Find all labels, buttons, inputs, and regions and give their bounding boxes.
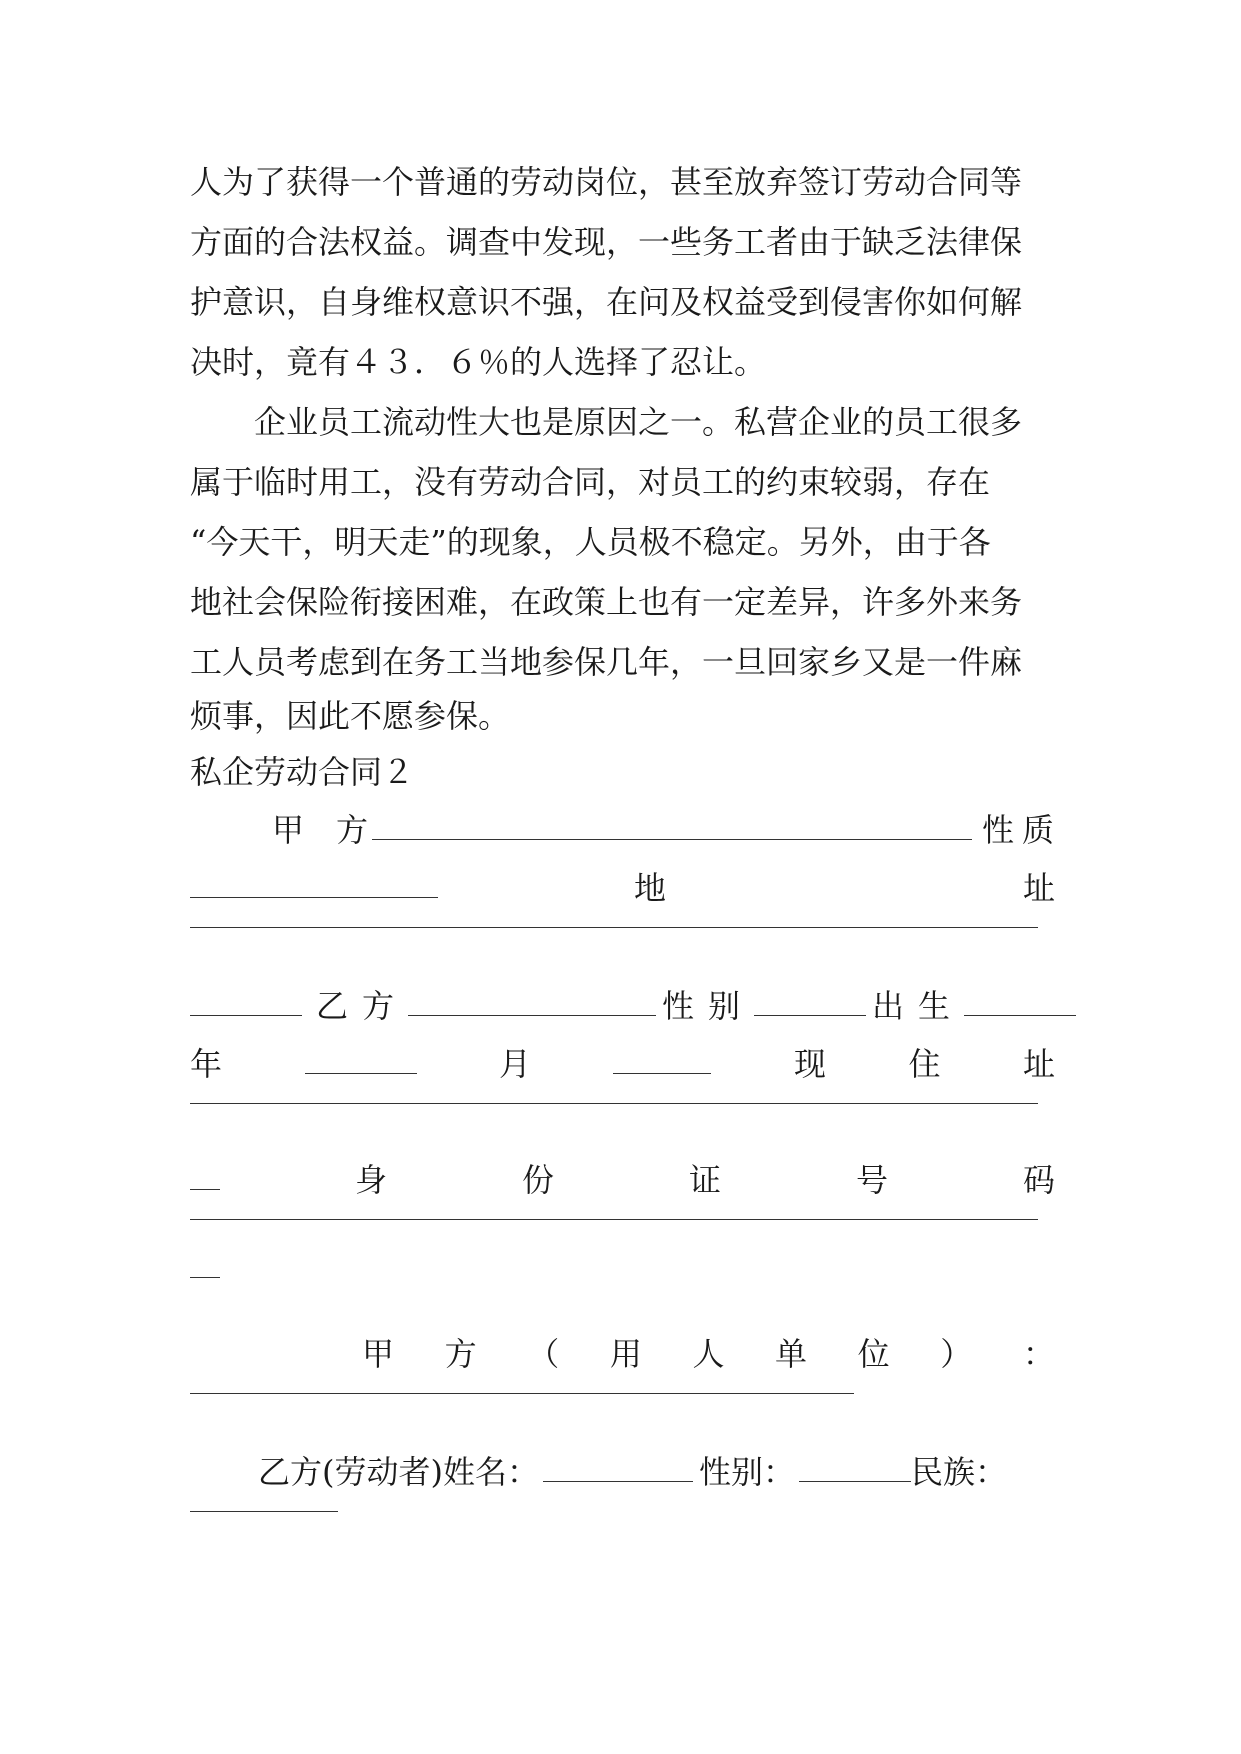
worker-gender-label: 性别： xyxy=(698,1453,795,1491)
party-a-label: 甲 方 xyxy=(272,811,369,849)
form-line-worker xyxy=(258,1452,1055,1492)
id-number-blank-end[interactable] xyxy=(190,1276,220,1278)
text-line: 人为了获得一个普通的劳动岗位，甚至放弃签订劳动合同等 xyxy=(190,163,1023,201)
paragraph-line xyxy=(190,696,1055,736)
id-char: 份 xyxy=(521,1161,554,1199)
form-line-id xyxy=(190,1160,1055,1200)
id-char: 号 xyxy=(855,1161,888,1199)
text-line: 方面的合法权益。调查中发现，一些务工者由于缺乏法律保 xyxy=(190,223,1023,261)
section-title: 私企劳动合同２ xyxy=(190,753,415,791)
text-line: “今天干，明天走”的现象，人员极不稳定。另外，由于各 xyxy=(190,523,991,561)
employer-char: 方 xyxy=(444,1335,477,1373)
birth-blank[interactable] xyxy=(964,1014,1076,1016)
paragraph-line xyxy=(190,222,1055,262)
form-line-id-blank-end xyxy=(190,1276,1055,1288)
current-char-1: 现 xyxy=(793,1045,826,1083)
current-char-3: 址 xyxy=(1022,1045,1055,1083)
paragraph-line xyxy=(190,162,1055,202)
form-line-year-month xyxy=(190,1044,1055,1084)
form-line-current-blank xyxy=(190,1102,1055,1114)
paragraph-line xyxy=(190,342,1055,382)
form-line-address-blank xyxy=(190,926,1055,938)
text-line: 护意识，自身维权意识不强，在问及权益受到侵害你如何解 xyxy=(190,283,1023,321)
gender-label: 性别 xyxy=(662,987,755,1025)
employer-char: 位 xyxy=(857,1335,890,1373)
employer-char: ： xyxy=(1022,1335,1055,1373)
worker-gender-blank[interactable] xyxy=(799,1480,911,1482)
address-blank[interactable] xyxy=(190,926,1038,928)
address-char-2: 址 xyxy=(1022,869,1055,907)
employer-char: 单 xyxy=(775,1335,808,1373)
form-line-address xyxy=(190,868,1055,908)
employer-blank[interactable] xyxy=(190,1392,854,1394)
nature-blank[interactable] xyxy=(190,896,438,898)
employer-char: ） xyxy=(940,1335,973,1373)
gender-blank[interactable] xyxy=(754,1014,866,1016)
id-number-blank[interactable] xyxy=(190,1218,1038,1220)
form-line-party-a xyxy=(190,810,1063,850)
worker-name-blank[interactable] xyxy=(543,1480,693,1482)
paragraph-line xyxy=(190,582,1055,622)
address-blank-end[interactable] xyxy=(190,1014,302,1016)
id-char: 证 xyxy=(688,1161,721,1199)
current-address-blank[interactable] xyxy=(190,1102,1038,1104)
text-line: 烦事，因此不愿参保。 xyxy=(190,697,511,735)
current-char-2: 住 xyxy=(908,1045,941,1083)
paragraph-line xyxy=(190,522,1055,562)
current-address-blank-end[interactable] xyxy=(190,1188,220,1190)
birth-label: 出生 xyxy=(872,987,965,1025)
month-blank[interactable] xyxy=(613,1072,711,1074)
address-char-1: 地 xyxy=(634,869,667,907)
form-line-ethnicity-blank xyxy=(190,1510,1055,1522)
party-a-blank[interactable] xyxy=(372,838,972,840)
text-line: 属于临时用工，没有劳动合同，对员工的约束较弱，存在 xyxy=(190,463,991,501)
id-char: 身 xyxy=(354,1161,387,1199)
worker-name-label: 乙方(劳动者)姓名： xyxy=(258,1453,539,1491)
text-line: 工人员考虑到在务工当地参保几年，一旦回家乡又是一件麻 xyxy=(190,643,1023,681)
form-line-id-blank xyxy=(190,1218,1055,1230)
year-label: 年 xyxy=(190,1045,223,1083)
party-b-blank[interactable] xyxy=(408,1014,656,1016)
paragraph-line xyxy=(254,402,1055,442)
paragraph-line xyxy=(190,642,1055,682)
form-line-employer-blank xyxy=(190,1392,1055,1404)
worker-ethnicity-label: 民族： xyxy=(911,1453,1008,1491)
form-line-party-b xyxy=(190,986,1055,1026)
employer-char: 人 xyxy=(692,1335,725,1373)
month-label: 月 xyxy=(498,1045,531,1083)
id-char: 码 xyxy=(1022,1161,1055,1199)
worker-ethnicity-blank[interactable] xyxy=(190,1510,338,1512)
year-blank[interactable] xyxy=(305,1072,417,1074)
employer-char: 用 xyxy=(609,1335,642,1373)
text-line: 决时，竟有４３．６％的人选择了忍让。 xyxy=(190,343,767,381)
text-line: 企业员工流动性大也是原因之一。私营企业的员工很多 xyxy=(254,403,1023,441)
party-b-label: 乙方 xyxy=(316,987,409,1025)
paragraph-line xyxy=(190,282,1055,322)
form-line-employer xyxy=(362,1334,1055,1374)
paragraph-line xyxy=(190,462,1055,502)
text-line: 地社会保险衔接困难，在政策上也有一定差异，许多外来务 xyxy=(190,583,1023,621)
employer-char: （ xyxy=(527,1335,560,1373)
nature-label: 性质 xyxy=(982,811,1063,849)
employer-char: 甲 xyxy=(362,1335,395,1373)
